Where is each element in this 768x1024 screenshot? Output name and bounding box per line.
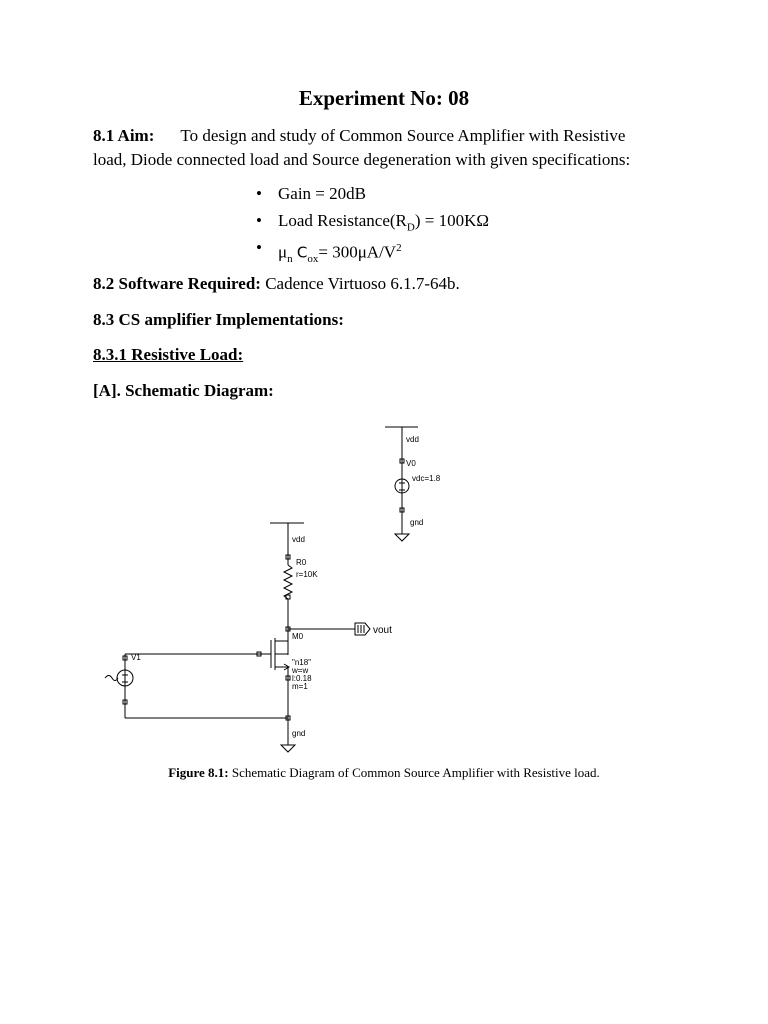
r-value-label: r=10K: [296, 570, 318, 579]
section-8-3: 8.3 CS amplifier Implementations:: [93, 310, 344, 329]
software-label: 8.2 Software Required:: [93, 274, 261, 293]
vout-label: vout: [373, 625, 392, 636]
spec-load: • Load $Resistance(R_D) = 100K\Omega$: [256, 209, 489, 236]
vdc-label: vdc=1.8: [412, 474, 441, 483]
v1-label: V1: [131, 653, 141, 662]
w-label: w=w: [292, 666, 309, 675]
gnd-top-label: gnd: [410, 518, 424, 527]
vdd-mid-label: vdd: [292, 535, 305, 544]
m0-label: M0: [292, 632, 304, 641]
caption-label: Figure 8.1:: [168, 765, 229, 780]
l-label: l:0.18: [292, 674, 312, 683]
section-8-3-1: 8.3.1 Resistive Load:: [93, 345, 244, 364]
aim-text-1: To design and study of Common Source Amplifier with Resistive: [180, 126, 626, 145]
caption-text: Schematic Diagram of Common Source Amplifier with Resistive load.: [228, 765, 600, 780]
page-title: Experiment No: 08: [298, 86, 470, 110]
spec-mobility: • $\mu_n$ $C_{ox}= 300\mu A/V^2$: [256, 236, 489, 263]
aim-label: 8.1 Aim:: [93, 126, 155, 145]
v0-label: V0: [406, 459, 416, 468]
aim-text-2: load, Diode connected load and Source degeneration with given specifications:: [93, 150, 631, 169]
r0-label: R0: [296, 558, 307, 567]
gnd-bottom-label: gnd: [292, 729, 306, 738]
figure-caption: [0, 765, 768, 781]
spec-gain: • Gain = 20dB: [256, 182, 489, 209]
vdd-top-label: vdd: [406, 435, 419, 444]
software-value: Cadence Virtuoso 6.1.7-64b.: [265, 274, 460, 293]
section-a: [A]. Schematic Diagram:: [93, 381, 274, 400]
m-label: m=1: [292, 682, 308, 691]
model-label: "n18": [292, 658, 312, 667]
